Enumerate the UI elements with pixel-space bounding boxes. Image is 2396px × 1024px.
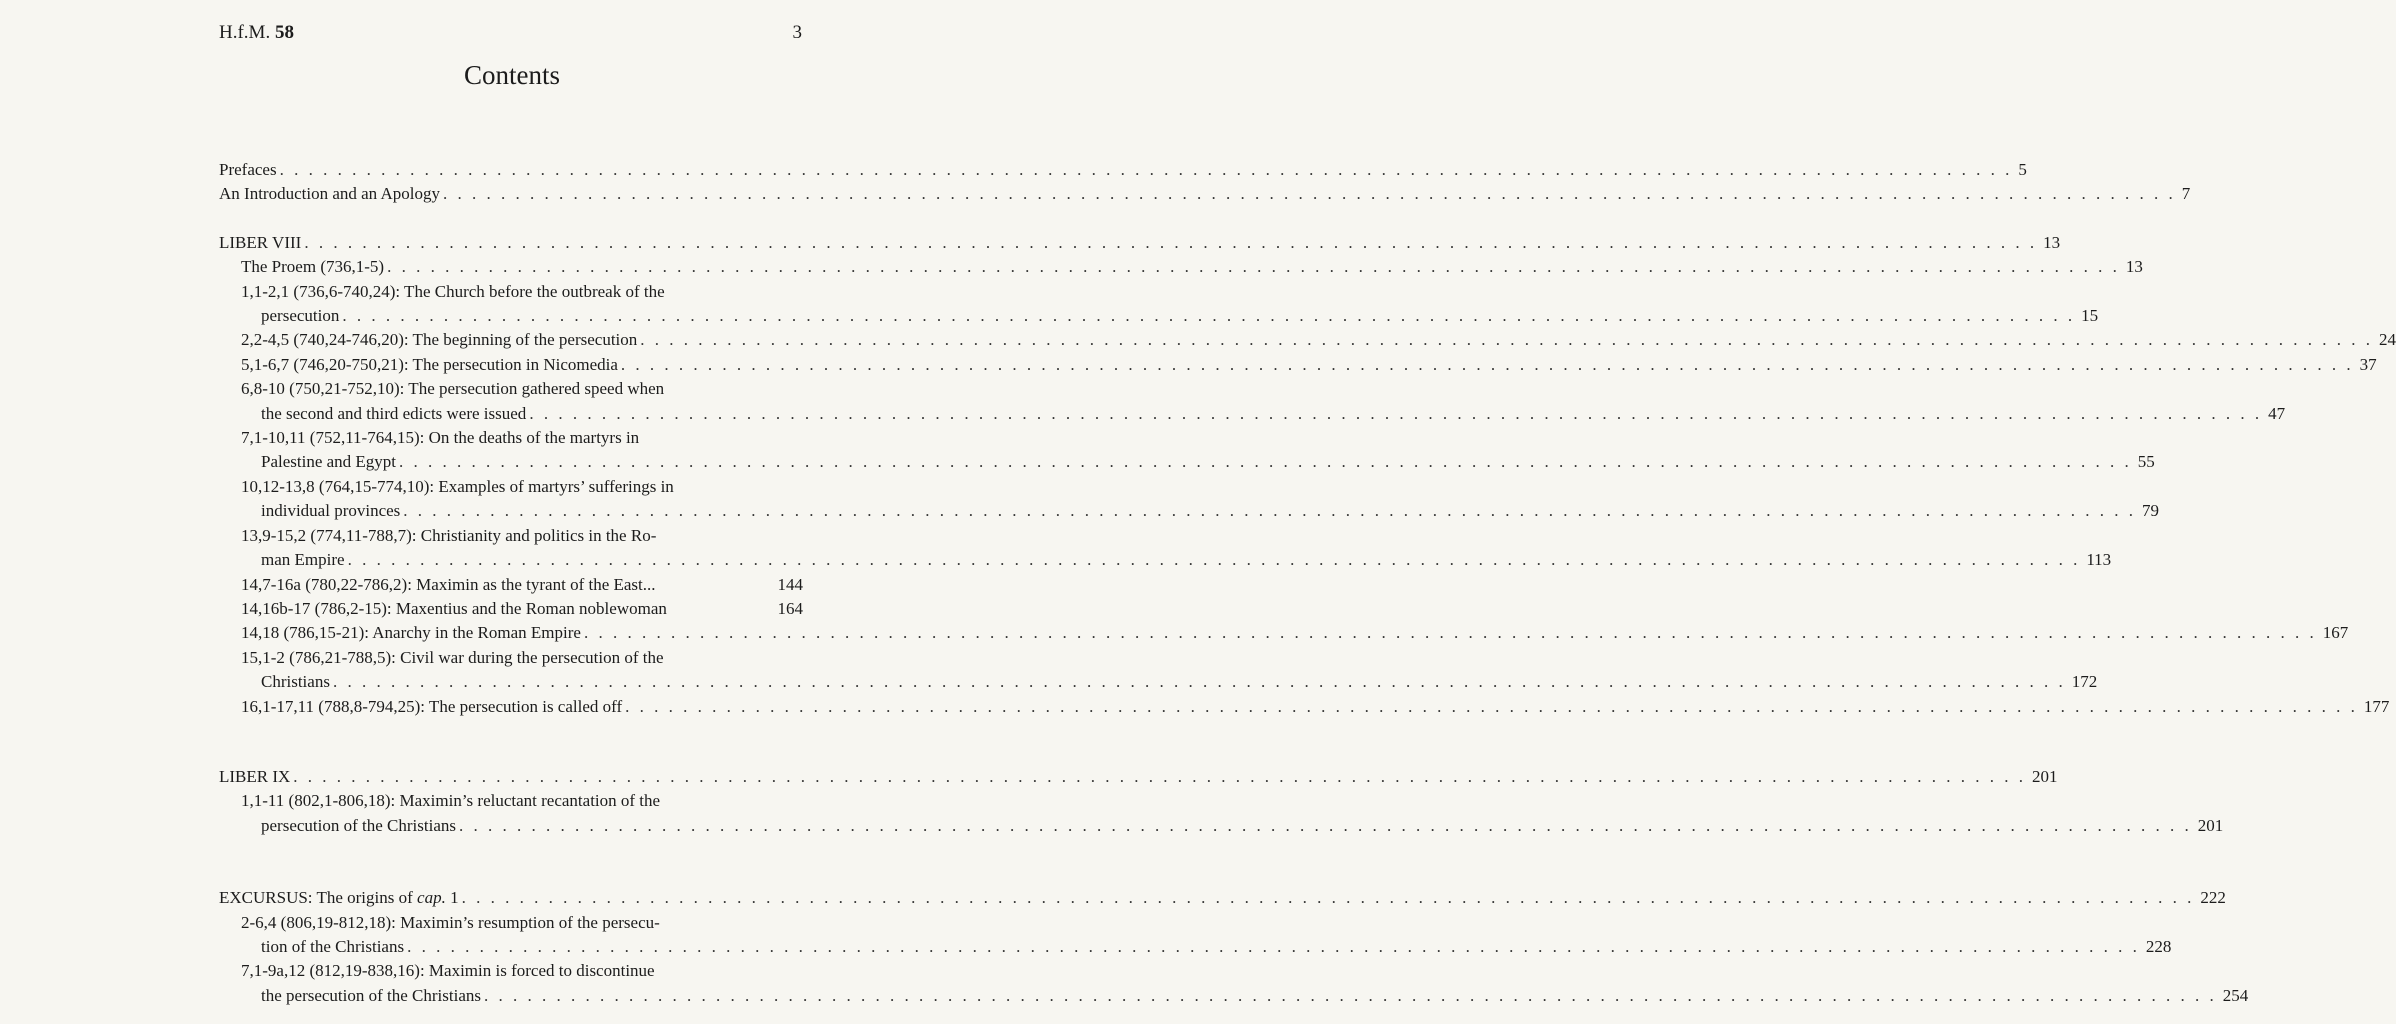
section-gap: [219, 719, 803, 765]
toc-page-number: 144: [777, 574, 803, 594]
dot-leader: . . . . . . . . . . . . . . . . . . . . . . . . . . . . . . . . . . . . . . . . . . . . . . . . . . . . . . . . . . . . . . . . . . . . . . . . . . . . . . . . . . . . . . . . . . . . . . . . . . . . . . . . . . . . . . . . . . . . . . . .: [459, 815, 2192, 835]
toc-page-number: 201: [2197, 815, 2224, 835]
toc-entry-title: Prefaces: [219, 160, 277, 179]
toc-entry-row: [241, 328, 2396, 352]
toc-entry-title: LIBER VIII: [219, 232, 302, 252]
toc-page-number: 177: [2363, 696, 2390, 716]
toc-entry-title: The Proem (736,1-5): [241, 257, 385, 277]
series-number: 58: [274, 22, 294, 43]
dot-leader: . . . . . . . . . . . . . . . . . . . . . . . . . . . . . . . . . . . . . . . . . . . . . . . . . . . . . . . . . . . . . . . . . . . . . . . . . . . . . . . . . . . . . . . . . . . . . . . . . . . . . . . . . . . . . . . . . . . . . . . .: [442, 184, 2176, 204]
toc-page-number: 254: [2222, 985, 2249, 1005]
toc-entry-line: 15,1-2 (786,21-788,5): Civil war during the persecution of the: [241, 647, 664, 667]
toc-entry-title: LIBER IX: [219, 766, 291, 786]
toc-entry-row: [241, 353, 2377, 377]
toc-entry-title: persecution: [261, 306, 340, 326]
toc-entry-row: [241, 304, 2099, 328]
toc-entry-text-part: EXCURSUS: The origins of: [219, 888, 418, 908]
toc-page-number: 37: [2359, 354, 2377, 374]
toc-entry[interactable]: [219, 475, 2160, 524]
dot-leader: . . . . . . . . . . . . . . . . . . . . . . . . . . . . . . . . . . . . . . . . . . . . . . . . . . . . . . . . . . . . . . . . . . . . . . . . . . . . . . . . . . . . . . . . . . . . . . . . . . . . . . . . . . . . . . . . . . . . . . . .: [304, 232, 2038, 252]
toc-entry-title: 16,1-17,11 (788,8-794,25): The persecution is called off: [241, 696, 623, 716]
toc-entry-title: 14,18 (786,15-21): Anarchy in the Roman Empire: [241, 623, 581, 643]
toc-entry[interactable]: [219, 158, 2027, 182]
toc-page-number: 47: [2268, 403, 2286, 423]
toc-entry-line: 13,9-15,2 (774,11-788,7): Christianity and politics in the Ro-: [241, 525, 657, 545]
toc-entry[interactable]: [219, 621, 2349, 645]
toc-entry-line: 1,1-2,1 (736,6-740,24): The Church before the outbreak of the: [241, 281, 665, 301]
toc-entry[interactable]: [219, 573, 803, 597]
toc-page-number: 5: [2018, 160, 2027, 179]
toc-entry-row: [241, 670, 2098, 694]
toc-page-number: 113: [2086, 550, 2112, 570]
section-gap: [219, 207, 803, 231]
toc-page-number: 228: [2145, 936, 2172, 956]
toc-page-number: 201: [2032, 766, 2058, 786]
dot-leader: . . . . . . . . . . . . . . . . . . . . . . . . . . . . . . . . . . . . . . . . . . . . . . . . . . . . . . . . . . . . . . . . . . . . . . . . . . . . . . . . . . . . . . . . . . . . . . . . . . . . . . . . . . . . . . . . . . . . . . . .: [279, 160, 2013, 179]
toc-entry[interactable]: [219, 597, 803, 621]
toc-entry[interactable]: [219, 765, 2058, 789]
dot-leader: . . . . . . . . . . . . . . . . . . . . . . . . . . . . . . . . . . . . . . . . . . . . . . . . . . . . . . . . . . . . . . . . . . . . . . . . . . . . . . . . . . . . . . . . . . . . . . . . . . . . . . . . . . . . . . . . . . . . . . . .: [403, 501, 2137, 521]
toc-entry-row: [241, 984, 2249, 1008]
toc-entry-line: 1,1-11 (802,1-806,18): Maximin’s reluctant recantation of the: [241, 791, 661, 811]
toc-entry-row: [241, 695, 2390, 719]
toc-entry-row: [241, 573, 803, 597]
dot-leader: . . . . . . . . . . . . . . . . . . . . . . . . . . . . . . . . . . . . . . . . . . . . . . . . . . . . . . . . . . . . . . . . . . . . . . . . . . . . . . . . . . . . . . . . . . . . . . . . . . . . . . . . . . . . . . . . . . . . . . . .: [342, 306, 2076, 326]
toc-entry[interactable]: [219, 328, 2396, 352]
dot-leader: . . . . . . . . . . . . . . . . . . . . . . . . . . . . . . . . . . . . . . . . . . . . . . . . . . . . . . . . . . . . . . . . . . . . . . . . . . . . . . . . . . . . . . . . . . . . . . . . . . . . . . . . . . . . . . . . . . . . . . . .: [625, 696, 2358, 716]
toc-entry[interactable]: [219, 524, 2112, 573]
toc-entry-row: [241, 450, 2155, 474]
toc-entry-row: [219, 886, 2226, 910]
toc-entry[interactable]: [219, 646, 2098, 695]
toc-entry-title: 14,16b-17 (786,2-15): Maxentius and the Roman noblewoman: [241, 598, 667, 618]
toc-entry[interactable]: [219, 886, 2226, 910]
toc-page-number: 79: [2142, 501, 2160, 521]
toc-entry-row: [241, 548, 2112, 572]
toc-entry-title: the persecution of the Christians: [261, 985, 482, 1005]
toc-entry-row: [219, 158, 2027, 182]
toc-entry[interactable]: [219, 353, 2377, 377]
dot-leader: . . . . . . . . . . . . . . . . . . . . . . . . . . . . . . . . . . . . . . . . . . . . . . . . . . . . . . . . . . . . . . . . . . . . . . . . . . . . . . . . . . . . . . . . . . . . . . . . . . . . . . . . . . . . . . . . . . . . . . . .: [387, 257, 2120, 277]
running-head: [219, 22, 294, 44]
toc-entry[interactable]: [219, 959, 2249, 1008]
toc-entry[interactable]: [219, 182, 2191, 206]
toc-entry-line: 2-6,4 (806,19-812,18): Maximin’s resumption of the persecu-: [241, 912, 660, 932]
toc-entry-title: tion of the Christians: [261, 936, 405, 956]
toc-page-number: 13: [2043, 232, 2061, 252]
dot-leader: . . . . . . . . . . . . . . . . . . . . . . . . . . . . . . . . . . . . . . . . . . . . . . . . . . . . . . . . . . . . . . . . . . . . . . . . . . . . . . . . . . . . . . . . . . . . . . . . . . . . . . . . . . . . . . . . . . . . . . . .: [461, 888, 2195, 908]
toc-entry-row: [219, 231, 2061, 255]
series-prefix: H.f.M.: [219, 22, 271, 43]
toc-entry-row: [241, 935, 2172, 959]
toc-entry-title: Christians: [261, 672, 330, 692]
dot-leader: . . . . . . . . . . . . . . . . . . . . . . . . . . . . . . . . . . . . . . . . . . . . . . . . . . . . . . . . . . . . . . . . . . . . . . . . . . . . . . . . . . . . . . . . . . . . . . . . . . . . . . . . . . . . . . . . . . . . . . . .: [484, 985, 2217, 1005]
toc-entry-line: 7,1-9a,12 (812,19-838,16): Maximin is forced to discontinue: [241, 961, 655, 981]
toc-entry-title: persecution of the Christians: [261, 815, 456, 835]
section-gap: [219, 838, 803, 886]
page-title: Contents: [463, 60, 560, 90]
toc-entry-row: [219, 182, 2191, 206]
dot-leader: . . . . . . . . . . . . . . . . . . . . . . . . . . . . . . . . . . . . . . . . . . . . . . . . . . . . . . . . . . . . . . . . . . . . . . . . . . . . . . . . . . . . . . . . . . . . . . . . . . . . . . . . . . . . . . . . . . . . . . . .: [620, 354, 2354, 374]
toc-page-number: 15: [2081, 306, 2099, 326]
dot-leader: . . . . . . . . . . . . . . . . . . . . . . . . . . . . . . . . . . . . . . . . . . . . . . . . . . . . . . . . . . . . . . . . . . . . . . . . . . . . . . . . . . . . . . . . . . . . . . . . . . . . . . . . . . . . . . . . . . . . . . . .: [293, 766, 2027, 786]
toc-entry-row: [241, 402, 2286, 426]
dot-leader: . . . . . . . . . . . . . . . . . . . . . . . . . . . . . . . . . . . . . . . . . . . . . . . . . . . . . . . . . . . . . . . . . . . . . . . . . . . . . . . . . . . . . . . . . . . . . . . . . . . . . . . . . . . . . . . . . . . . . . . .: [407, 936, 2140, 956]
toc-entry[interactable]: [219, 911, 2172, 960]
page-number: 3: [792, 22, 802, 43]
toc-entry-title: man Empire: [261, 550, 345, 570]
toc-entry-line: 7,1-10,11 (752,11-764,15): On the deaths of the martyrs in: [241, 428, 640, 448]
toc-entry-title: 5,1-6,7 (746,20-750,21): The persecution in Nicomedia: [241, 354, 618, 374]
toc-entry-row: [241, 814, 2224, 838]
toc-entry-text-part: 1: [445, 888, 459, 908]
table-of-contents: [219, 158, 2396, 1008]
toc-page-number: 24: [2379, 330, 2396, 350]
toc-entry-title: the second and third edicts were issued: [261, 403, 527, 423]
toc-entry-title: 2,2-4,5 (740,24-746,20): The beginning of the persecution: [241, 330, 638, 350]
toc-entry-row: [219, 765, 2058, 789]
toc-entry-text-part: cap.: [417, 888, 446, 908]
toc-entry-title: An Introduction and an Apology: [219, 184, 440, 204]
dot-leader: . . . . . . . . . . . . . . . . . . . . . . . . . . . . . . . . . . . . . . . . . . . . . . . . . . . . . . . . . . . . . . . . . . . . . . . . . . . . . . . . . . . . . . . . . . . . . . . . . . . . . . . . . . . . . . . . . . . . . . . .: [399, 452, 2132, 472]
toc-entry-line: 6,8-10 (750,21-752,10): The persecution gathered speed when: [241, 379, 665, 399]
toc-entry[interactable]: [219, 255, 2143, 279]
toc-entry-row: [241, 255, 2143, 279]
toc-page-number: 172: [2071, 672, 2098, 692]
toc-entry-title: [219, 886, 459, 910]
toc-page-number: 222: [2200, 888, 2226, 908]
dot-leader: . . . . . . . . . . . . . . . . . . . . . . . . . . . . . . . . . . . . . . . . . . . . . . . . . . . . . . . . . . . . . . . . . . . . . . . . . . . . . . . . . . . . . . . . . . . . . . . . . . . . . . . . . . . . . . . . . . . . . . . .: [583, 623, 2317, 643]
toc-entry[interactable]: [219, 280, 2099, 329]
toc-entry[interactable]: [219, 695, 2390, 719]
toc-page-number: 55: [2137, 452, 2155, 472]
toc-entry-title: individual provinces: [261, 501, 401, 521]
toc-entry-row: [241, 499, 2160, 523]
toc-page-number: 7: [2181, 184, 2191, 204]
toc-entry[interactable]: [219, 789, 2224, 838]
toc-page-number: 164: [777, 598, 803, 618]
dot-leader: . . . . . . . . . . . . . . . . . . . . . . . . . . . . . . . . . . . . . . . . . . . . . . . . . . . . . . . . . . . . . . . . . . . . . . . . . . . . . . . . . . . . . . . . . . . . . . . . . . . . . . . . . . . . . . . . . . . . . . . .: [640, 330, 2374, 350]
toc-entry-title: 14,7-16a (780,22-786,2): Maximin as the tyrant of the East...: [241, 574, 656, 594]
toc-entry[interactable]: [219, 377, 2286, 426]
toc-page-number: 167: [2322, 623, 2349, 643]
toc-entry[interactable]: [219, 426, 2155, 475]
dot-leader: . . . . . . . . . . . . . . . . . . . . . . . . . . . . . . . . . . . . . . . . . . . . . . . . . . . . . . . . . . . . . . . . . . . . . . . . . . . . . . . . . . . . . . . . . . . . . . . . . . . . . . . . . . . . . . . . . . . . . . . .: [529, 403, 2263, 423]
toc-entry[interactable]: [219, 231, 2061, 255]
dot-leader: . . . . . . . . . . . . . . . . . . . . . . . . . . . . . . . . . . . . . . . . . . . . . . . . . . . . . . . . . . . . . . . . . . . . . . . . . . . . . . . . . . . . . . . . . . . . . . . . . . . . . . . . . . . . . . . . . . . . . . . .: [332, 672, 2066, 692]
toc-entry-row: [241, 621, 2349, 645]
toc-entry-title: Palestine and Egypt: [261, 452, 397, 472]
toc-entry-line: 10,12-13,8 (764,15-774,10): Examples of martyrs’ sufferings in: [241, 476, 674, 496]
toc-entry-row: [241, 597, 803, 621]
dot-leader: . . . . . . . . . . . . . . . . . . . . . . . . . . . . . . . . . . . . . . . . . . . . . . . . . . . . . . . . . . . . . . . . . . . . . . . . . . . . . . . . . . . . . . . . . . . . . . . . . . . . . . . . . . . . . . . . . . . . . . . .: [347, 550, 2081, 570]
toc-page-number: 13: [2125, 257, 2143, 277]
